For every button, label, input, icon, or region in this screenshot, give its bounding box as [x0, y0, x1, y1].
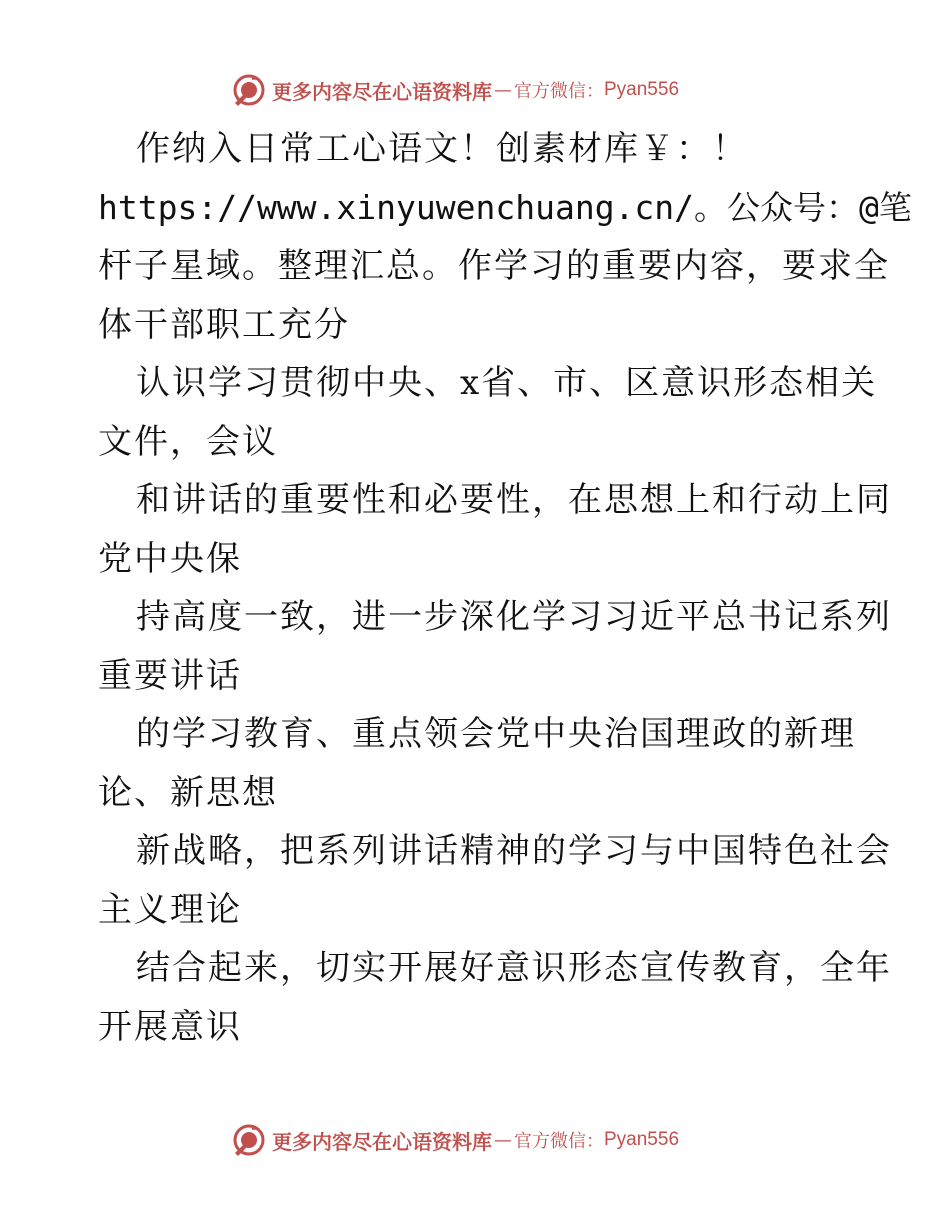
body-line: 重要讲话: [98, 655, 242, 696]
body-line: 结合起来，切实开展好意识形态宣传教育，全年: [136, 948, 892, 988]
body-line: 持高度一致，进一步深化学习习近平总书记系列: [136, 597, 892, 637]
header-banner: [232, 70, 732, 110]
header-banner-text: 更多内容尽在心语资料库: [272, 79, 492, 104]
body-line: 和讲话的重要性和必要性，在思想上和行动上同: [136, 480, 892, 520]
footer-wechat-label: 官方微信：: [514, 1131, 604, 1152]
pen-logo-icon: [232, 73, 266, 107]
document-body: [98, 120, 912, 1056]
header-wechat-label: 官方微信：: [514, 81, 604, 102]
body-line: 党中央保: [98, 538, 242, 579]
header-wechat-id: Pyan556: [604, 79, 680, 100]
body-line: https://www.xinyuwenchuang.cn/。公众号：@笔: [98, 187, 912, 227]
body-line: 文件，会议: [98, 421, 278, 462]
footer-banner-dash: —: [494, 1129, 512, 1151]
body-line: 认识学习贯彻中央、x省、市、区意识形态相关: [136, 363, 878, 403]
footer-banner-text: 更多内容尽在心语资料库: [272, 1129, 492, 1154]
body-line: 新战略，把系列讲话精神的学习与中国特色社会: [136, 831, 892, 871]
body-line: 作纳入日常工心语文！创素材库￥：！: [136, 129, 748, 169]
footer-wechat-id: Pyan556: [604, 1129, 680, 1150]
body-line: 杆子星域。整理汇总。作学习的重要内容，要求全: [98, 246, 890, 286]
pen-logo-icon: [232, 1123, 266, 1157]
body-line: 的学习教育、重点领会党中央治国理政的新理: [136, 714, 856, 754]
body-line: 体干部职工充分: [98, 304, 350, 345]
body-line: 论、新思想: [98, 772, 278, 813]
header-banner-dash: —: [494, 79, 512, 101]
body-line: 主义理论: [98, 889, 242, 930]
body-line: 开展意识: [98, 1006, 242, 1047]
footer-banner: [232, 1120, 732, 1160]
